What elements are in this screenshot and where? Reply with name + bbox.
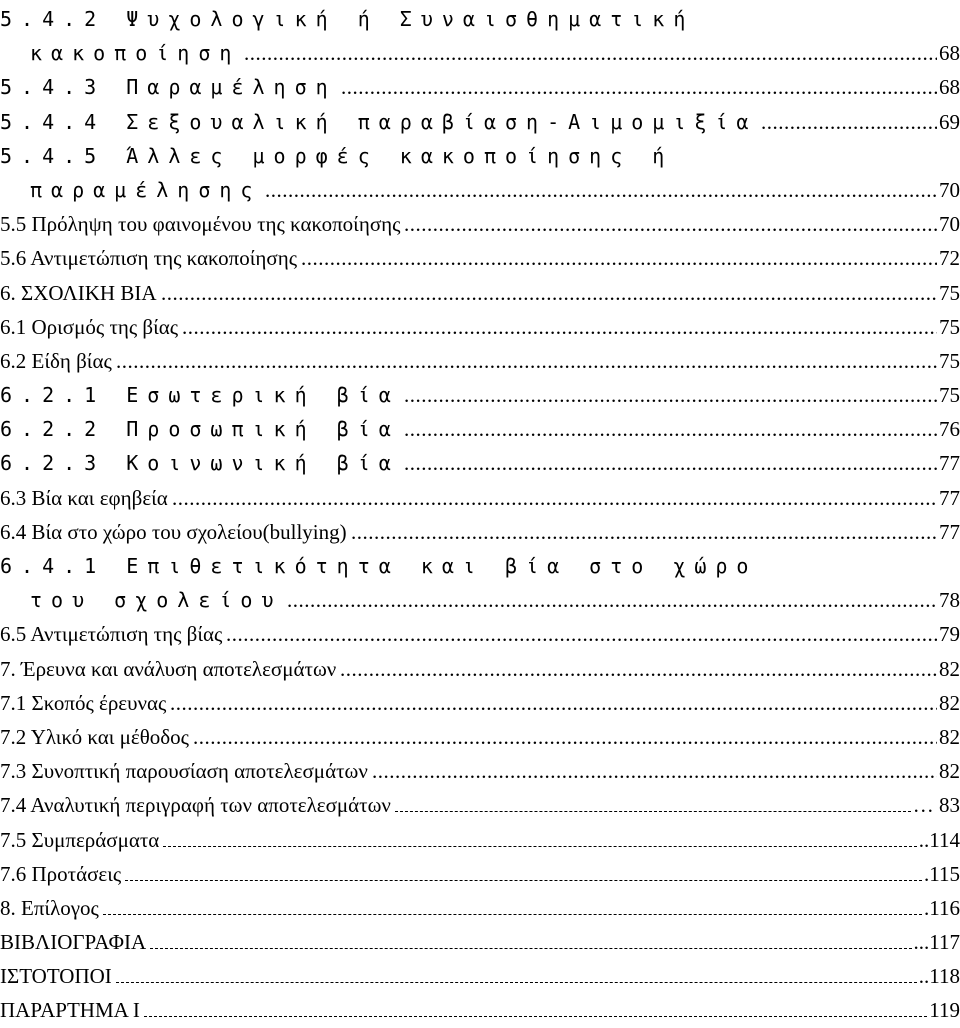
toc-entry-title: 7. Έρευνα και ανάλυση αποτελεσμάτων <box>0 656 337 681</box>
toc-entry <box>0 276 960 310</box>
toc-page-number: 77 <box>939 485 960 510</box>
toc-dot-leader <box>340 652 937 686</box>
toc-dot-leader <box>404 412 937 446</box>
toc-entry <box>0 139 960 173</box>
toc-dot-leader <box>226 617 937 651</box>
toc-entry-title: 7.5 Συμπεράσματα <box>0 827 160 852</box>
toc-entry-title: 6. ΣΧΟΛΙΚΗ ΒΙΑ <box>0 280 157 305</box>
toc-dot-leader <box>404 378 937 412</box>
toc-entry <box>0 686 960 720</box>
toc-entry <box>0 617 960 651</box>
toc-entry-title: 6.2.2 Προσωπική βία <box>0 417 400 442</box>
toc-page-number: 70 <box>939 212 960 237</box>
toc-entry <box>0 36 960 70</box>
toc-dot-leader <box>404 207 937 241</box>
toc-page-number: 82 <box>939 690 960 715</box>
toc-entry <box>0 823 960 857</box>
toc-entry-title: 7.6 Προτάσεις <box>0 861 122 886</box>
toc-page-number: 77 <box>939 519 960 544</box>
toc-page-number: 76 <box>939 417 960 442</box>
toc-page-number: 79 <box>939 622 960 647</box>
toc-entry <box>0 412 960 446</box>
toc-dash-leader <box>395 811 911 812</box>
toc-entry <box>0 241 960 275</box>
toc-dot-leader <box>372 754 937 788</box>
toc-page-number: 70 <box>939 177 960 202</box>
toc-entry <box>0 2 960 36</box>
toc-entry <box>0 788 960 822</box>
toc-entry-title: ΒΙΒΛΙΟΓΡΑΦΙΑ <box>0 930 147 955</box>
toc-dot-leader <box>341 70 937 104</box>
toc-dot-leader <box>193 720 937 754</box>
toc-entry <box>0 925 960 959</box>
toc-entry <box>0 720 960 754</box>
toc-dash-leader <box>125 880 922 881</box>
toc-entry <box>0 652 960 686</box>
toc-page-number: 75 <box>939 280 960 305</box>
toc-dash-leader <box>103 914 922 915</box>
toc-page-number: 75 <box>939 383 960 408</box>
toc-dot-leader <box>244 36 937 70</box>
toc-entry-title: 6.2.1 Εσωτερική βία <box>0 383 400 408</box>
toc-entry-title: 8. Επίλογος <box>0 895 99 920</box>
toc-page-number: .116 <box>924 895 960 920</box>
toc-page-number: 72 <box>939 246 960 271</box>
toc-page-number: 75 <box>939 348 960 373</box>
toc-page-number: .115 <box>924 861 960 886</box>
toc-entry <box>0 378 960 412</box>
toc-entry <box>0 446 960 480</box>
toc-page-number: … 83 <box>912 793 960 818</box>
toc-entry-title: 6.1 Ορισμός της βίας <box>0 314 179 339</box>
toc-page-number: ..114 <box>918 827 960 852</box>
toc-dot-leader <box>404 446 937 480</box>
toc-entry <box>0 891 960 925</box>
toc-entry-title: 5.6 Αντιμετώπιση της κακοποίησης <box>0 246 298 271</box>
toc-entry <box>0 481 960 515</box>
toc-dot-leader <box>172 481 937 515</box>
toc-dash-leader <box>116 982 917 983</box>
toc-entry-title: 5.4.2 Ψυχολογική ή Συναισθηματική <box>0 7 695 31</box>
toc-entry-title: κακοποίηση <box>30 41 241 66</box>
toc-entry-title: 5.4.5 Άλλες μορφές κακοποίησης ή <box>0 143 674 168</box>
toc-entry <box>0 173 960 207</box>
toc-page-number: ...117 <box>913 930 960 955</box>
toc-dot-leader <box>761 105 937 139</box>
toc-page-number: 75 <box>939 314 960 339</box>
toc-entry-title: 7.1 Σκοπός έρευνας <box>0 690 167 715</box>
table-of-contents <box>0 2 960 1028</box>
toc-entry-title: 5.4.4 Σεξουαλική παραβίαση-Αιμομιξία <box>0 109 758 134</box>
toc-dot-leader <box>301 241 937 275</box>
toc-entry-title: ΙΣΤΟΤΟΠΟΙ <box>0 964 112 989</box>
toc-entry <box>0 105 960 139</box>
toc-page-number: 68 <box>939 75 960 100</box>
toc-entry <box>0 310 960 344</box>
toc-entry-title: 6.2 Είδη βίας <box>0 348 112 373</box>
toc-page-number: 119 <box>929 998 960 1023</box>
toc-entry-title: 6.2.3 Κοινωνική βία <box>0 451 400 476</box>
toc-entry-title: 6.4.1 Επιθετικότητα και βία στο χώρο <box>0 554 758 578</box>
toc-page-number: 82 <box>939 656 960 681</box>
toc-entry <box>0 515 960 549</box>
toc-entry <box>0 857 960 891</box>
toc-dash-leader <box>144 1016 927 1017</box>
toc-dot-leader <box>265 173 937 207</box>
toc-dash-leader <box>150 948 912 949</box>
toc-dot-leader <box>351 515 937 549</box>
toc-entry-title: 7.4 Αναλυτική περιγραφή των αποτελεσμάτων <box>0 793 391 818</box>
toc-entry-title: 5.4.3 Παραμέληση <box>0 75 337 100</box>
toc-dot-leader <box>287 583 937 617</box>
toc-entry-title: 6.5 Αντιμετώπιση της βίας <box>0 622 223 647</box>
toc-entry-title: του σχολείου <box>30 588 283 613</box>
toc-page-number: ..118 <box>918 964 960 989</box>
toc-dot-leader <box>182 310 937 344</box>
toc-page-number: 82 <box>939 759 960 784</box>
toc-page-number: 68 <box>939 41 960 66</box>
toc-entry-title: παραμέλησης <box>30 177 262 202</box>
toc-entry <box>0 993 960 1027</box>
toc-page-number: 77 <box>939 451 960 476</box>
toc-entry <box>0 70 960 104</box>
toc-entry <box>0 344 960 378</box>
toc-entry-title: 7.3 Συνοπτική παρουσίαση αποτελεσμάτων <box>0 759 368 784</box>
toc-dash-leader <box>163 846 917 847</box>
toc-page-number: 69 <box>939 109 960 134</box>
toc-entry <box>0 959 960 993</box>
toc-dot-leader <box>170 686 937 720</box>
toc-dot-leader <box>116 344 937 378</box>
toc-entry <box>0 583 960 617</box>
toc-entry <box>0 754 960 788</box>
toc-page-number: 82 <box>939 724 960 749</box>
toc-dot-leader <box>161 276 937 310</box>
toc-entry <box>0 207 960 241</box>
toc-entry <box>0 549 960 583</box>
toc-entry-title: 7.2 Υλικό και μέθοδος <box>0 724 189 749</box>
toc-entry-title: 6.3 Βία και εφηβεία <box>0 485 168 510</box>
toc-entry-title: ΠΑΡΑΡΤΗΜΑ Ι <box>0 998 140 1023</box>
toc-page-number: 78 <box>939 588 960 613</box>
toc-entry-title: 5.5 Πρόληψη του φαινομένου της κακοποίησης <box>0 212 401 237</box>
toc-entry-title: 6.4 Βία στο χώρο του σχολείου(bullying) <box>0 519 347 544</box>
